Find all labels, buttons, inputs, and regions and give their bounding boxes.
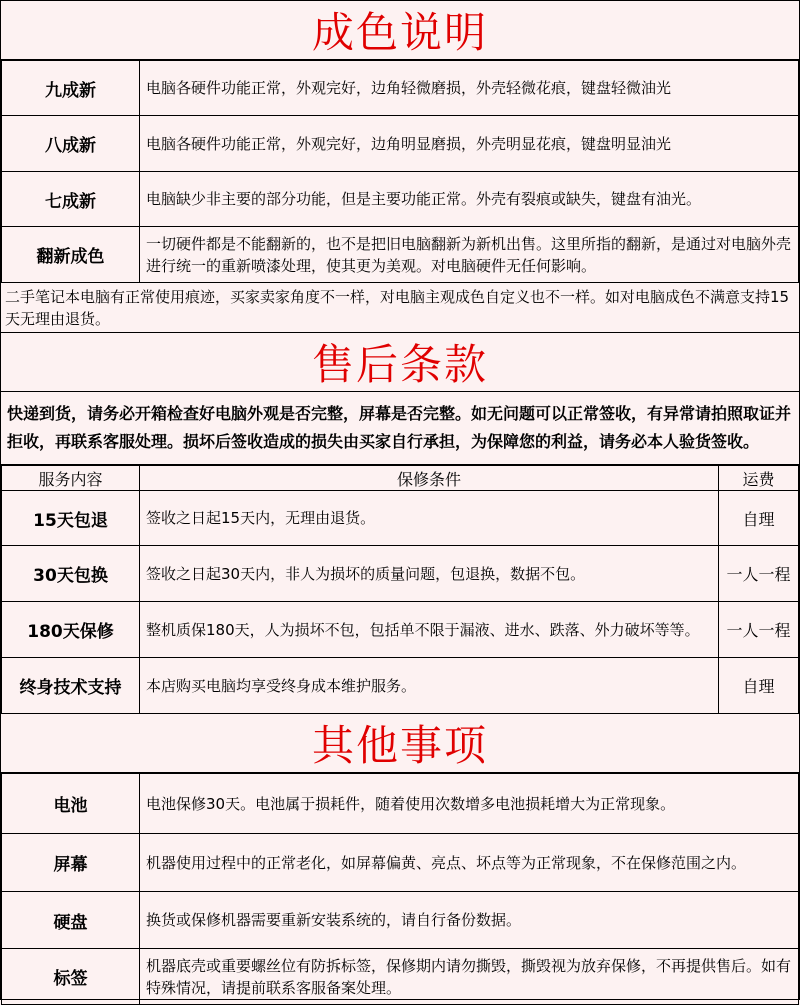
condition-label: 九成新	[2, 61, 140, 116]
condition-text: 电脑各硬件功能正常，外观完好，边角明显磨损，外壳明显花痕，键盘明显油光	[140, 116, 799, 172]
other-label: 屏幕	[2, 834, 140, 892]
condition-title: 成色说明	[311, 8, 488, 57]
after-sales-header-row	[2, 466, 799, 491]
service-condition: 本店购买电脑均享受终身成本维护服务。	[140, 658, 719, 714]
after-sales-notice: 快递到货，请务必开箱检查好电脑外观是否完整，屏幕是否完整。如无问题可以正常签收，有异常请拍照取证并拒收，再联系客服处理。损坏后签收造成的损失由买家自行承担，为保障您的利益，请务必本人验货签收。	[1, 392, 799, 465]
other-text: 机器底壳或重要螺丝位有防拆标签，保修期内请勿撕毁，撕毁视为放弃保修，不再提供售后。如有特殊情况，请提前联系客服备案处理。	[140, 949, 799, 1005]
condition-row	[2, 172, 799, 227]
service-row	[2, 602, 799, 658]
condition-row	[2, 116, 799, 172]
condition-row	[2, 61, 799, 116]
service-row	[2, 658, 799, 714]
other-row	[2, 949, 799, 1005]
service-row	[2, 491, 799, 546]
condition-text: 电脑缺少非主要的部分功能，但是主要功能正常。外壳有裂痕或缺失，键盘有油光。	[140, 172, 799, 227]
service-fee: 一人一程	[719, 546, 799, 602]
condition-label: 七成新	[2, 172, 140, 227]
service-name: 终身技术支持	[2, 658, 140, 714]
service-fee: 自理	[719, 658, 799, 714]
other-text: 换货或保修机器需要重新安装系统的，请自行备份数据。	[140, 892, 799, 949]
service-name: 30天包换	[2, 546, 140, 602]
service-fee: 一人一程	[719, 602, 799, 658]
service-condition: 签收之日起30天内，非人为损坏的质量问题，包退换，数据不包。	[140, 546, 719, 602]
fee-header: 运费	[719, 466, 799, 491]
condition-header: 保修条件	[140, 466, 719, 491]
other-label: 硬盘	[2, 892, 140, 949]
service-name: 15天包退	[2, 491, 140, 546]
other-text: 机器使用过程中的正常老化，如屏幕偏黄、亮点、坏点等为正常现象，不在保修范围之内。	[140, 834, 799, 892]
service-condition: 整机质保180天，人为损坏不包，包括单不限于漏液、进水、跌落、外力破坏等等。	[140, 602, 719, 658]
other-table	[1, 773, 799, 1005]
service-condition: 签收之日起15天内，无理由退货。	[140, 491, 719, 546]
condition-table	[1, 60, 799, 283]
condition-text: 电脑各硬件功能正常，外观完好，边角轻微磨损，外壳轻微花痕，键盘轻微油光	[140, 61, 799, 116]
other-row	[2, 774, 799, 834]
after-sales-table	[1, 465, 799, 714]
service-fee: 自理	[719, 491, 799, 546]
condition-label: 翻新成色	[2, 227, 140, 283]
service-name: 180天保修	[2, 602, 140, 658]
other-title-row	[1, 714, 799, 773]
other-row	[2, 834, 799, 892]
after-sales-title-row	[1, 333, 799, 392]
condition-label: 八成新	[2, 116, 140, 172]
after-sales-title: 售后条款	[311, 340, 488, 389]
condition-row	[2, 227, 799, 283]
service-header: 服务内容	[2, 466, 140, 491]
service-row	[2, 546, 799, 602]
other-label: 电池	[2, 774, 140, 834]
other-row	[2, 892, 799, 949]
other-text: 电池保修30天。电池属于损耗件，随着使用次数增多电池损耗增大为正常现象。	[140, 774, 799, 834]
condition-note: 二手笔记本电脑有正常使用痕迹，买家卖家角度不一样，对电脑主观成色自定义也不一样。如对电脑成色不满意支持15天无理由退货。	[1, 283, 799, 333]
other-title: 其他事项	[311, 721, 488, 770]
other-label: 标签	[2, 949, 140, 1005]
condition-title-row	[1, 1, 799, 60]
condition-text: 一切硬件都是不能翻新的，也不是把旧电脑翻新为新机出售。这里所指的翻新，是通过对电脑外壳进行统一的重新喷漆处理，使其更为美观。对电脑硬件无任何影响。	[140, 227, 799, 283]
